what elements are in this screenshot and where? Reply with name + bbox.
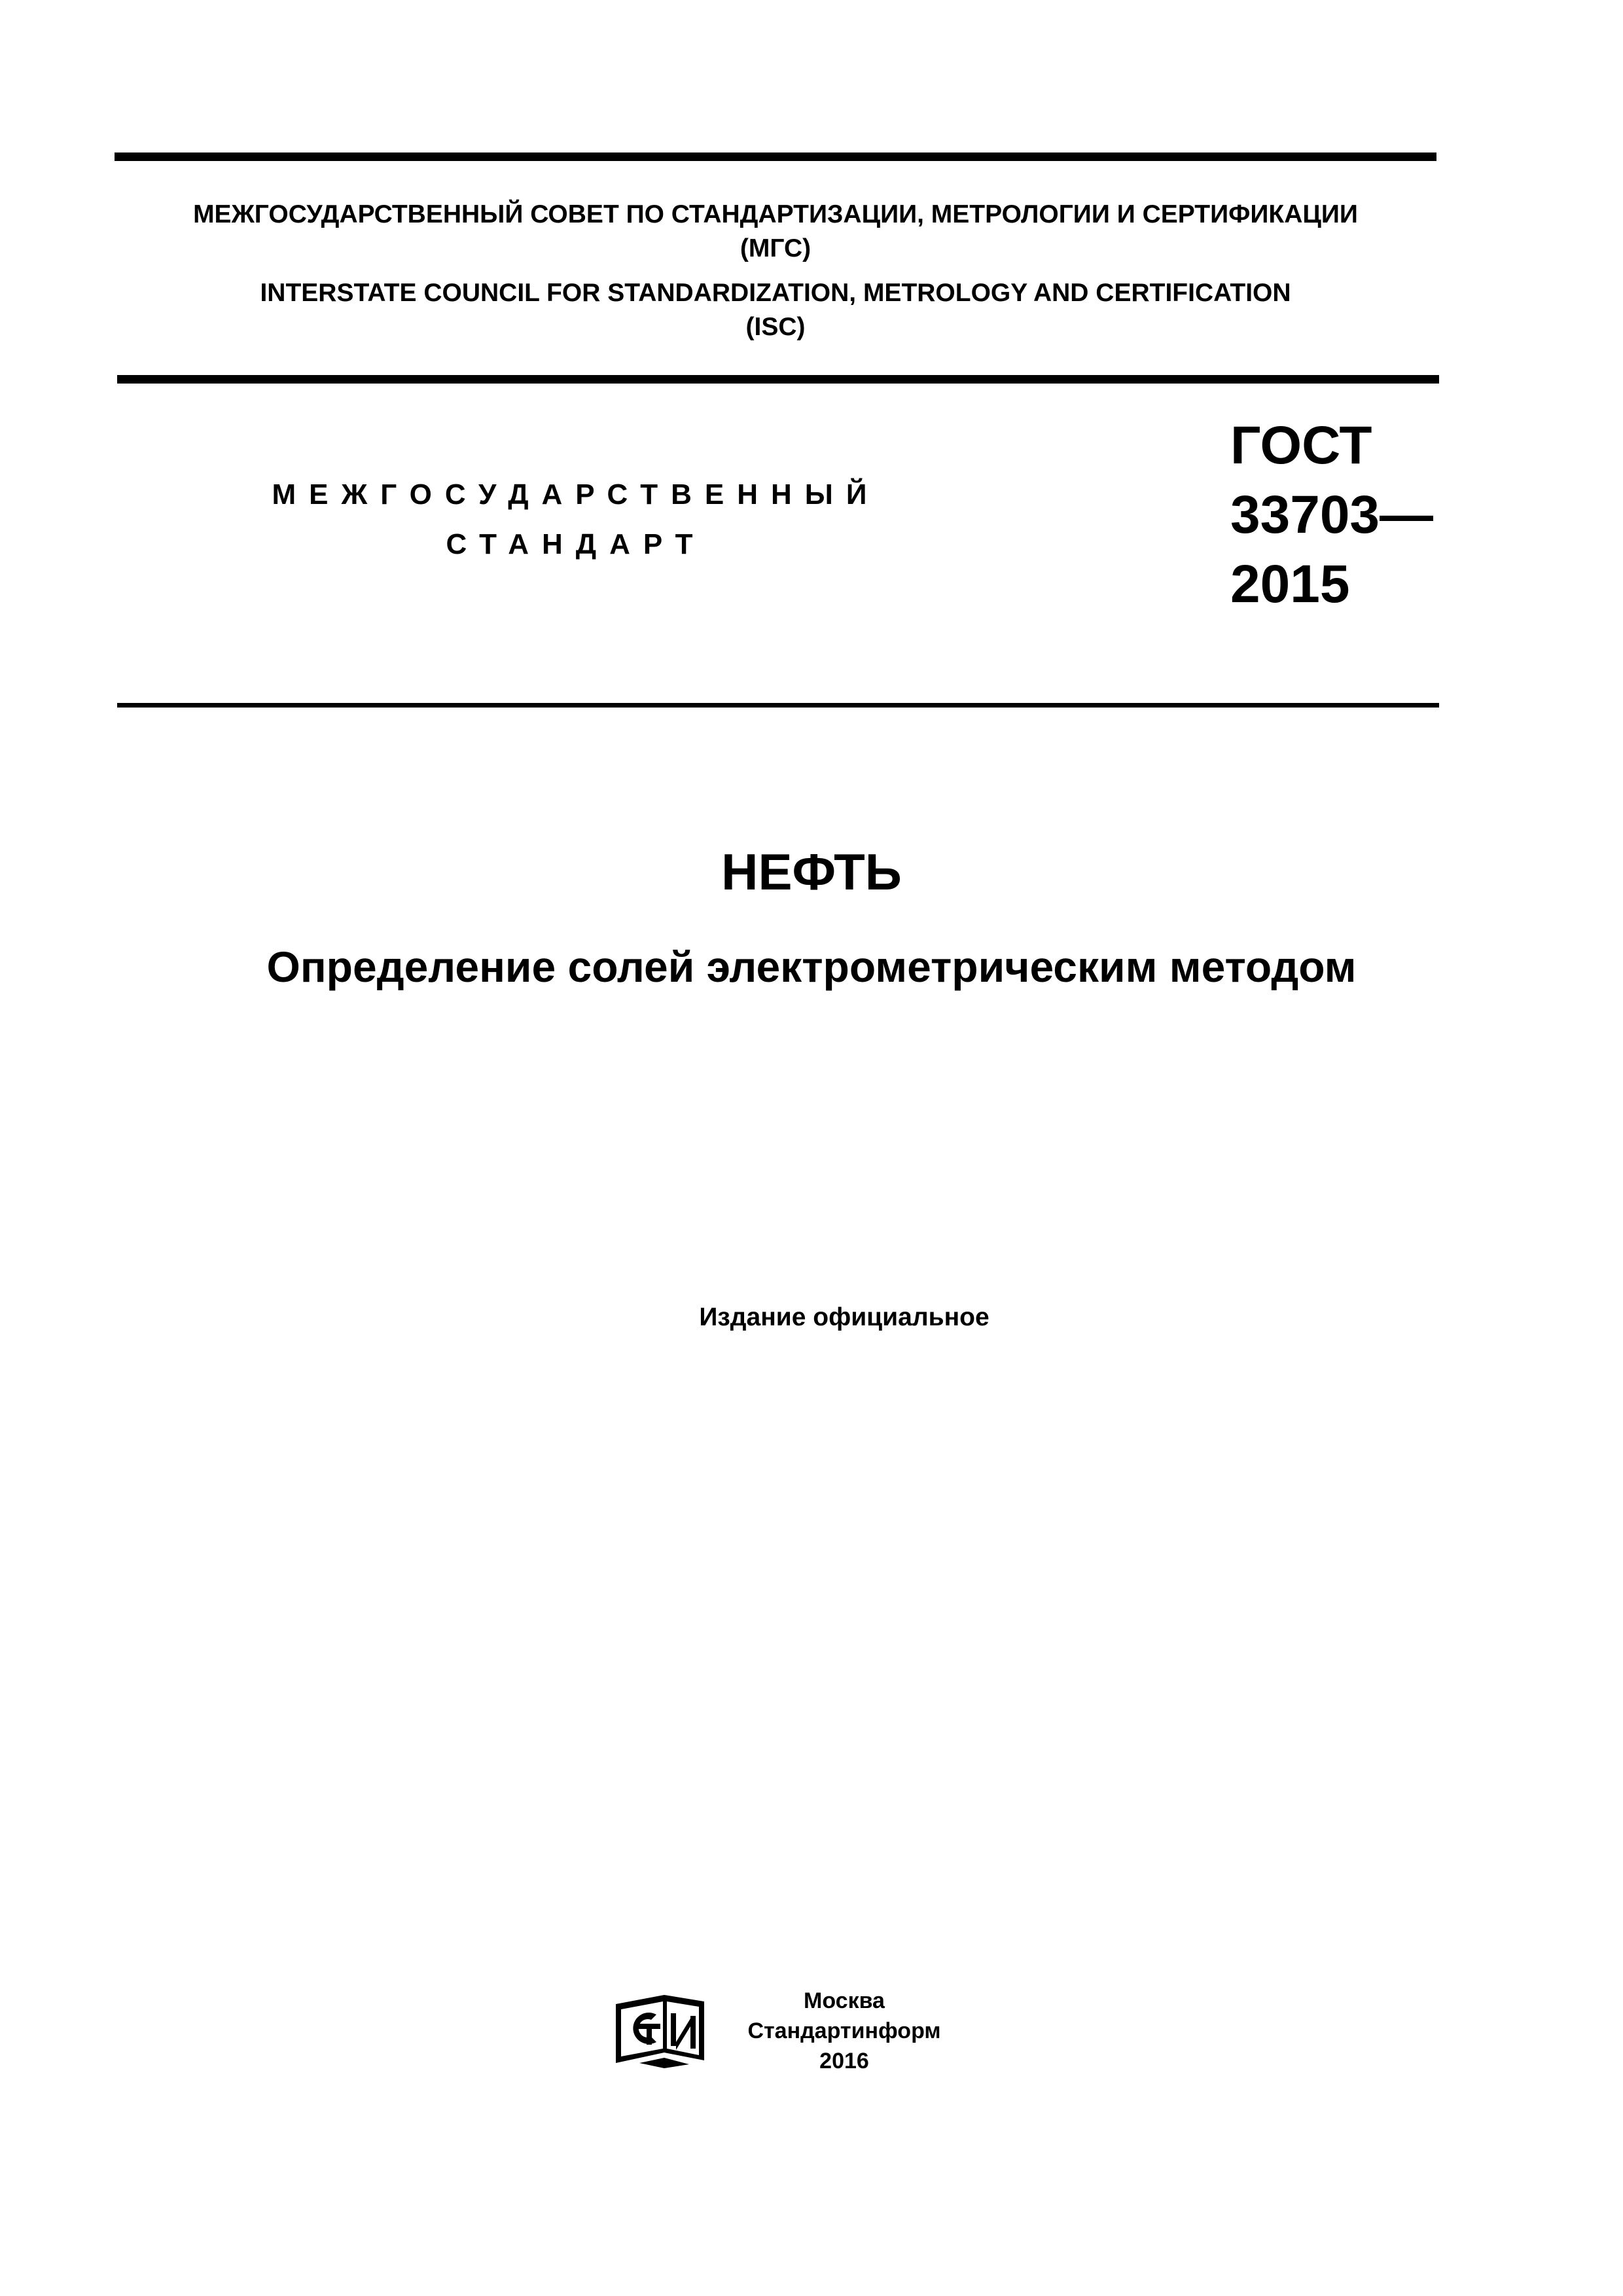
standard-code bbox=[1230, 411, 1433, 619]
bottom-thin-rule bbox=[117, 703, 1439, 708]
council-abbr-en: (ISC) bbox=[745, 313, 806, 341]
council-name-ru bbox=[115, 198, 1436, 266]
publication-year: 2016 bbox=[819, 2049, 869, 2073]
standartinform-logo-icon bbox=[613, 1990, 707, 2070]
edition-label: Издание официальное bbox=[699, 1303, 990, 1331]
publisher-city: Москва bbox=[804, 1988, 885, 2013]
council-name-en-line1: INTERSTATE COUNCIL FOR STANDARDIZATION, METROLOGY AND CERTIFICATION bbox=[260, 279, 1291, 307]
document-subtitle: Определение солей электрометрическим методом bbox=[266, 942, 1357, 991]
publisher-block bbox=[707, 1986, 982, 2076]
standard-type-line2: СТАНДАРТ bbox=[446, 528, 706, 560]
standard-code-line2: 33703— bbox=[1230, 485, 1434, 545]
document-title: НЕФТЬ bbox=[721, 843, 902, 901]
standard-type bbox=[249, 470, 903, 569]
standard-type-line1: МЕЖГОСУДАРСТВЕННЫЙ bbox=[272, 478, 880, 511]
top-thick-rule bbox=[115, 152, 1436, 161]
council-name-en bbox=[115, 276, 1436, 344]
standard-code-line1: ГОСТ bbox=[1230, 416, 1372, 475]
council-abbr-ru: (МГС) bbox=[740, 234, 812, 262]
council-name-ru-line1: МЕЖГОСУДАРСТВЕННЫЙ СОВЕТ ПО СТАНДАРТИЗАЦИИ, МЕТРОЛОГИИ И СЕРТИФИКАЦИИ bbox=[193, 200, 1358, 228]
standard-code-line3: 2015 bbox=[1230, 554, 1350, 614]
publisher-name: Стандартинформ bbox=[747, 2018, 941, 2043]
middle-thick-rule bbox=[117, 375, 1439, 384]
